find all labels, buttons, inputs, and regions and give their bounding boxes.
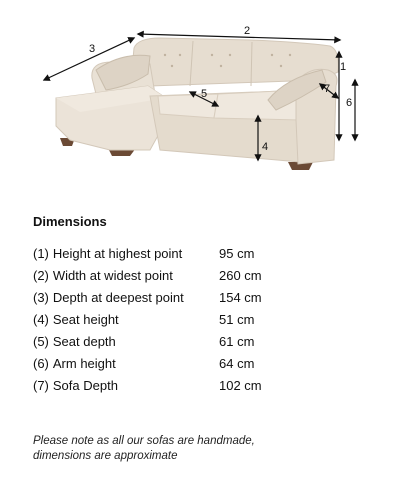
dimension-marker-4: 4 [262, 141, 269, 153]
dimension-marker-2: 2 [244, 25, 251, 37]
disclaimer-line-2: dimensions are approximate [33, 450, 178, 462]
button-tuft [289, 54, 291, 56]
row-label: Arm height [52, 356, 116, 371]
button-tuft [271, 54, 273, 56]
row-number: (6) [33, 356, 49, 371]
row-value: 51 cm [219, 312, 255, 327]
button-tuft [171, 65, 173, 67]
dimension-row-arm-height [33, 356, 255, 374]
dimension-marker-6: 6 [346, 97, 353, 109]
dimension-marker-7: 7 [324, 83, 331, 95]
row-value: 64 cm [219, 356, 255, 371]
dimensions-heading: Dimensions [33, 214, 107, 229]
dimension-marker-1: 1 [340, 61, 347, 73]
row-value: 102 cm [219, 378, 262, 393]
sofa-illustration [56, 38, 338, 170]
button-tuft [164, 54, 166, 56]
button-tuft [220, 65, 222, 67]
sofa-dimension-diagram [0, 0, 400, 200]
row-number: (2) [33, 268, 49, 283]
row-label: Width at widest point [52, 268, 173, 283]
row-number: (7) [33, 378, 49, 393]
disclaimer-line-1: Please note as all our sofas are handmade, [33, 435, 255, 447]
dimension-marker-3: 3 [89, 43, 96, 55]
row-label: Seat height [52, 312, 119, 327]
row-value: 95 cm [219, 246, 255, 261]
row-value: 61 cm [219, 334, 255, 349]
row-number: (5) [33, 334, 49, 349]
row-label: Sofa Depth [52, 378, 118, 393]
dimension-marker-5: 5 [201, 88, 208, 100]
row-number: (1) [33, 246, 49, 261]
row-number: (4) [33, 312, 49, 327]
dimension-row-width [33, 268, 262, 286]
row-label: Height at highest point [52, 246, 183, 261]
handmade-disclaimer [33, 434, 373, 464]
row-label: Seat depth [52, 334, 116, 349]
button-tuft [280, 65, 282, 67]
seat-cushion [158, 94, 218, 118]
button-tuft [179, 54, 181, 56]
row-number: (3) [33, 290, 49, 305]
button-tuft [211, 54, 213, 56]
row-label: Depth at deepest point [52, 290, 184, 305]
button-tuft [229, 54, 231, 56]
dimension-row-seat-depth [33, 334, 255, 352]
dimension-row-depth [33, 290, 262, 308]
dimension-row-height [33, 246, 255, 264]
row-value: 260 cm [219, 268, 262, 283]
dimension-row-seat-height [33, 312, 255, 330]
row-value: 154 cm [219, 290, 262, 305]
dimension-row-sofa-depth [33, 378, 262, 396]
